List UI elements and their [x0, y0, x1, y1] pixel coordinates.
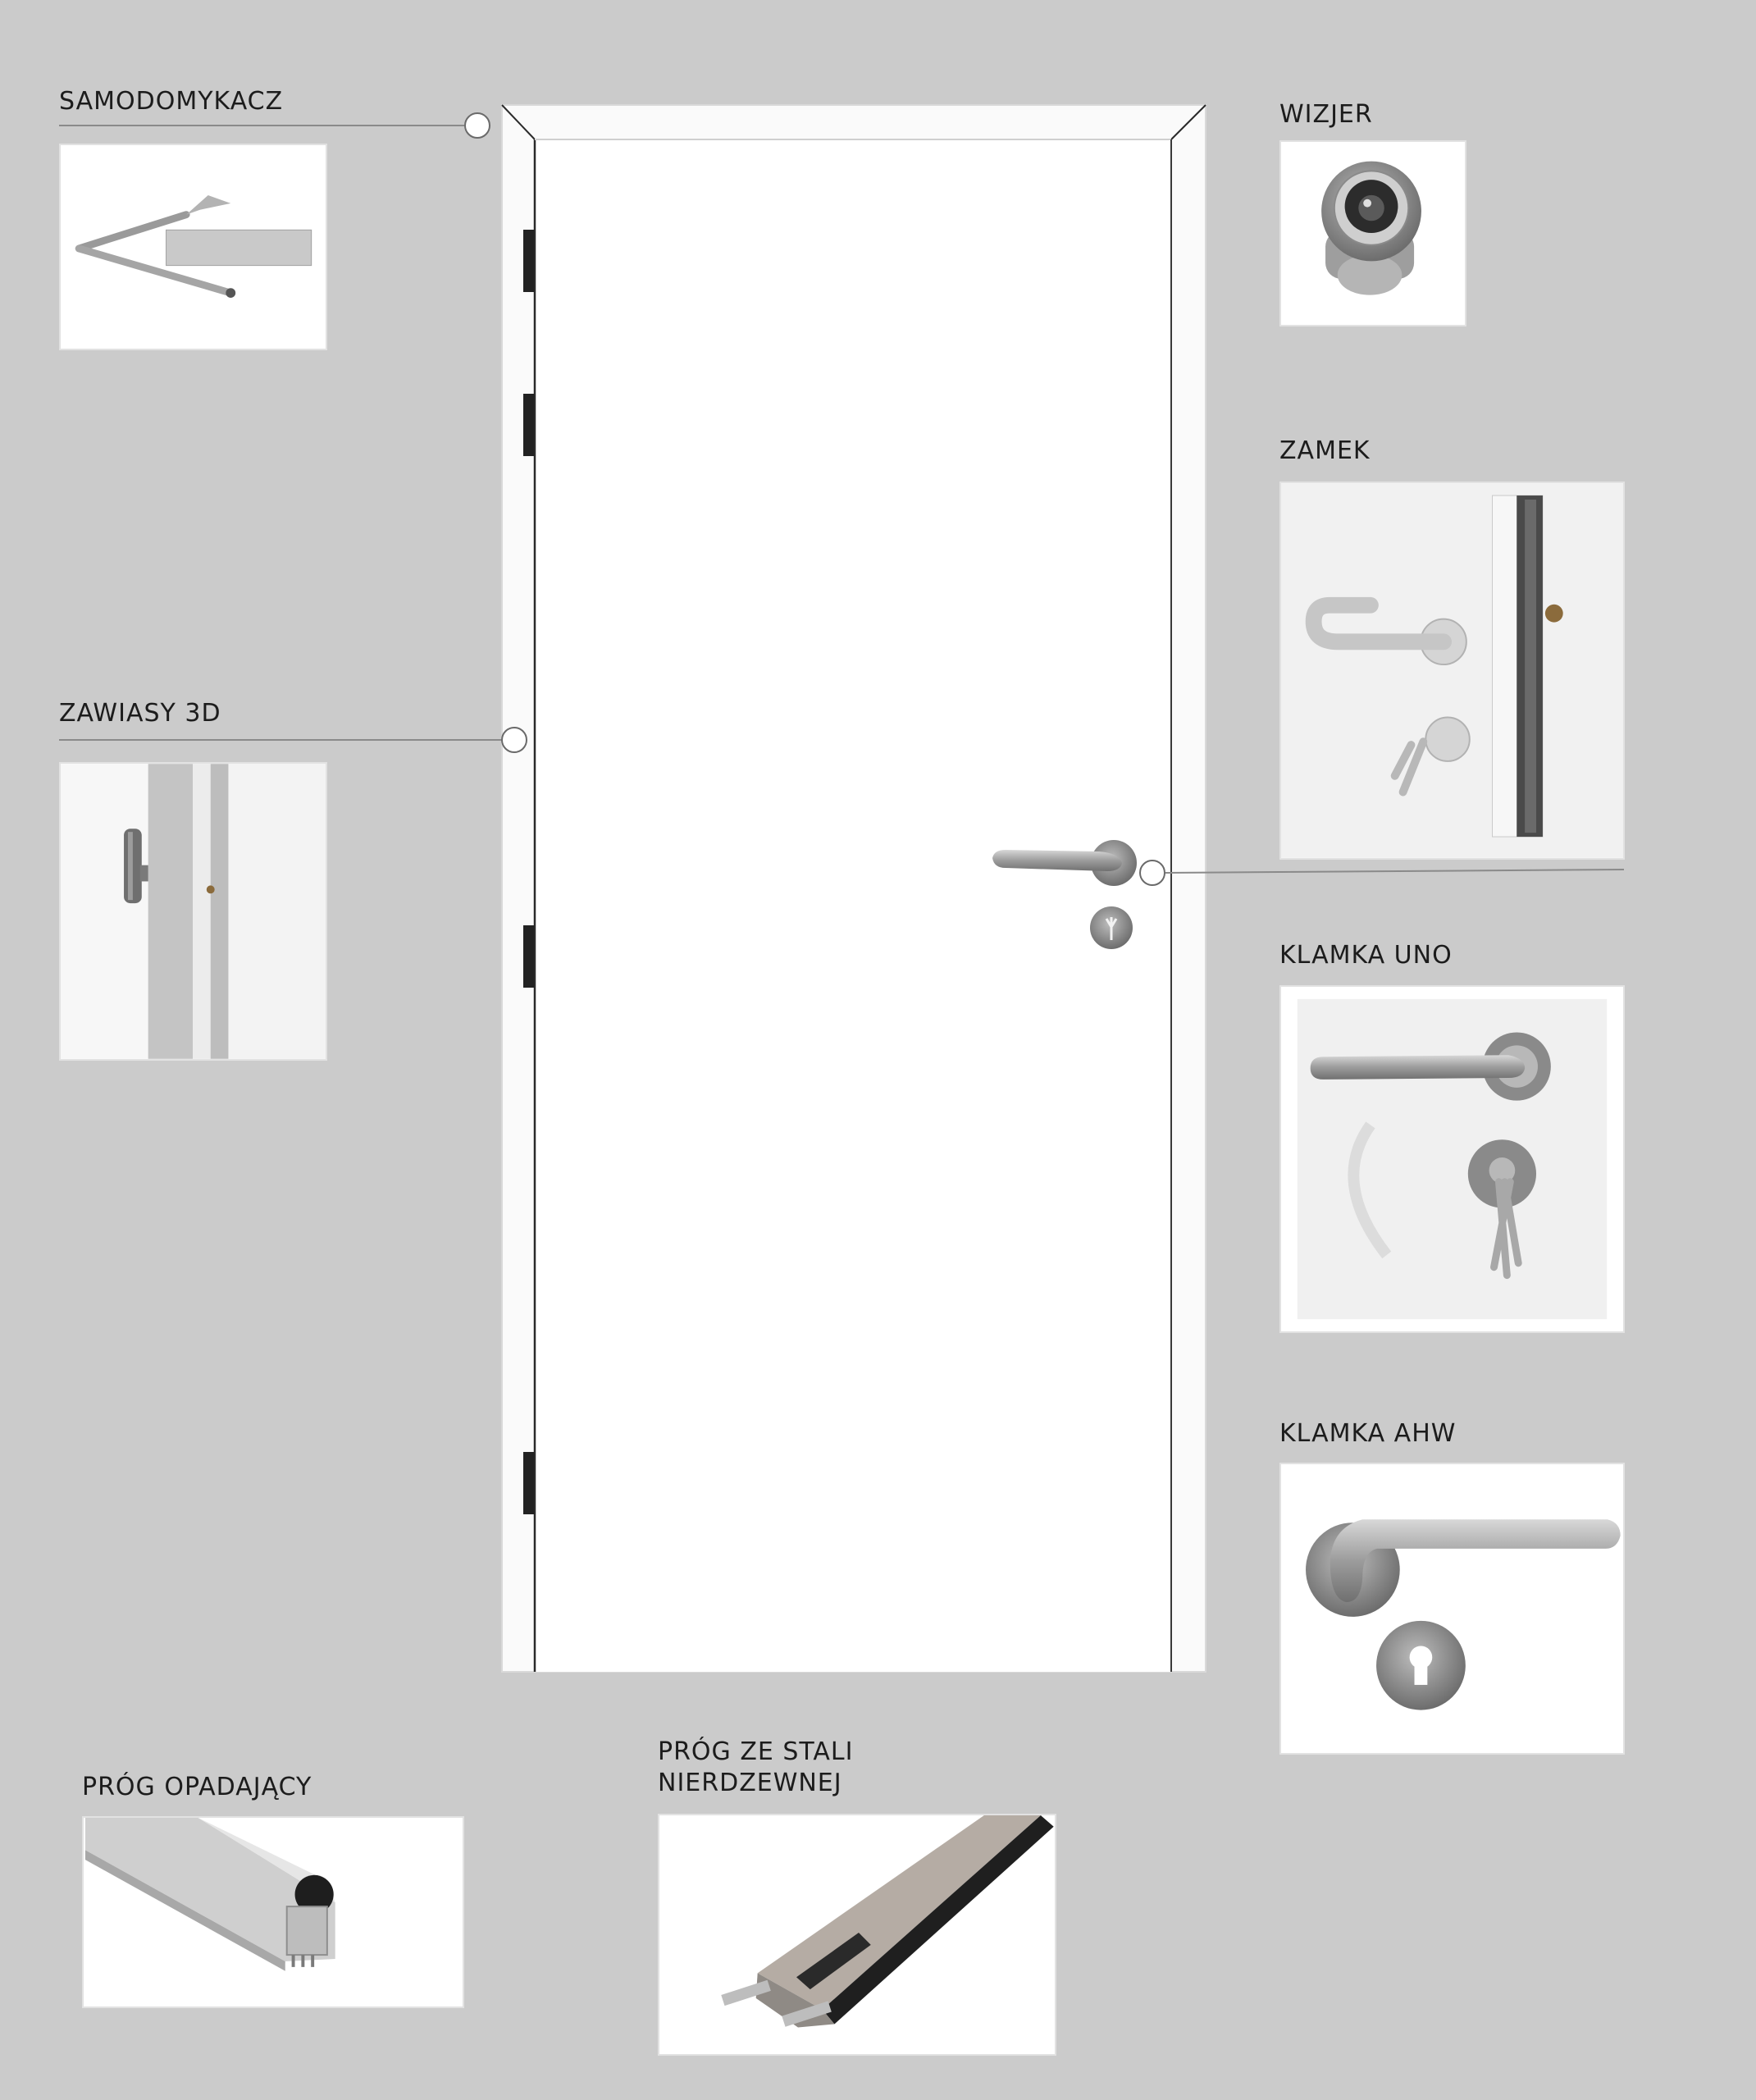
label-prog-opadajacy: PRÓG OPADAJĄCY — [82, 1773, 312, 1801]
label-samodomykacz: SAMODOMYKACZ — [59, 87, 284, 116]
lock-photo — [1279, 482, 1625, 860]
hinge-3 — [523, 925, 534, 988]
label-wizjer: WIZJER — [1279, 100, 1373, 129]
label-klamka-ahw: KLAMKA AHW — [1279, 1419, 1457, 1448]
handle-ahw-photo — [1279, 1463, 1625, 1755]
leader-zawiasy — [59, 728, 527, 752]
handle-uno-photo — [1279, 985, 1625, 1333]
leader-zamek — [1140, 861, 1624, 885]
label-zamek: ZAMEK — [1279, 436, 1371, 465]
hinge-1 — [523, 230, 534, 292]
hinge-4 — [523, 1452, 534, 1514]
label-prog-stal-line1: PRÓG ZE STALI — [658, 1737, 854, 1766]
label-klamka-uno: KLAMKA UNO — [1279, 941, 1453, 970]
door-leaf — [535, 139, 1171, 1672]
door-closer-photo — [59, 144, 327, 350]
label-prog-stal-line2: NIERDZEWNEJ — [658, 1769, 842, 1797]
door-viewer-photo — [1279, 140, 1466, 326]
hinge-2 — [523, 394, 534, 456]
hinge-3d-photo — [59, 762, 327, 1061]
threshold-stainless-photo — [658, 1814, 1056, 2056]
key-escutcheon — [1090, 906, 1133, 949]
label-zawiasy: ZAWIASY 3D — [59, 699, 221, 728]
threshold-drop-seal-photo — [82, 1816, 464, 2008]
